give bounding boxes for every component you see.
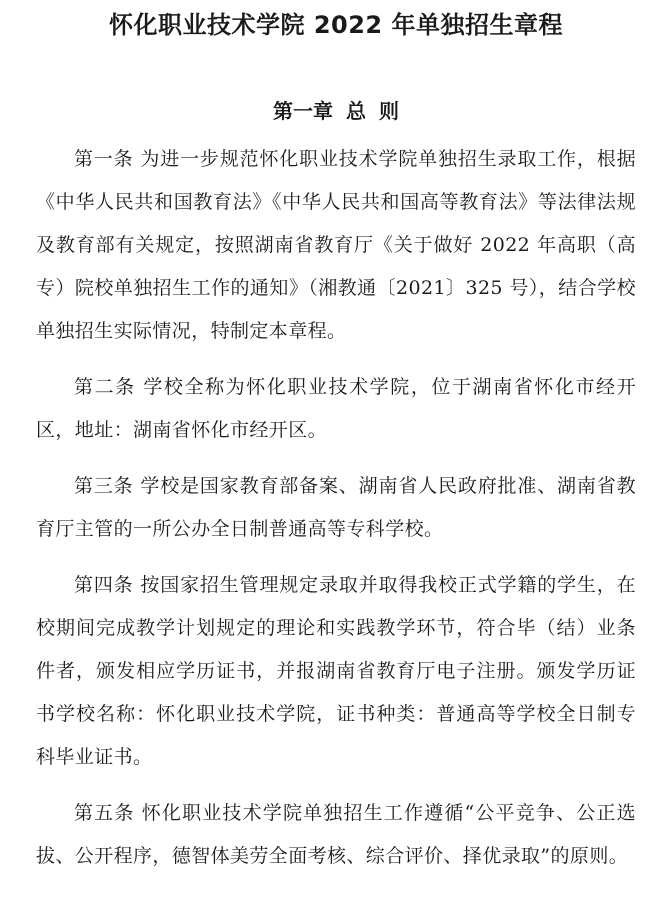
article-5: 第五条 怀化职业技术学院单独招生工作遵循“公平竞争、公正选拔、公开程序，德智体美劳全面考核、综合评价、择优录取”的原则。 [36, 802, 636, 867]
article-2: 第二条 学校全称为怀化职业技术学院，位于湖南省怀化市经开区，地址：湖南省怀化市经开区。 [36, 376, 636, 441]
article-3: 第三条 学校是国家教育部备案、湖南省人民政府批准、湖南省教育厅主管的一所公办全日制普通高等专科学校。 [36, 475, 636, 540]
article-4: 第四条 按国家招生管理规定录取并取得我校正式学籍的学生，在校期间完成教学计划规定的理论和实践教学环节，符合毕（结）业条件者，颁发相应学历证书，并报湖南省教育厅电子注册。颁发学历证书学校名称：怀化职业技术学院，证书种类：普通高等学校全日制专科毕业证书。 [36, 574, 636, 768]
article-1: 第一条 为进一步规范怀化职业技术学院单独招生录取工作，根据《中华人民共和国教育法》《中华人民共和国高等教育法》等法律法规及教育部有关规定，按照湖南省教育厅《关于做好 2022 年高职（高专）院校单独招生工作的通知》（湘教通〔2021〕325 号），结合学校单独招生实际情况，特制定本章程。 [36, 148, 636, 342]
document-title: 怀化职业技术学院 2022 年单独招生章程 [108, 11, 563, 39]
chapter-title: 第一章 总 则 [273, 99, 399, 123]
document-body [36, 138, 636, 891]
